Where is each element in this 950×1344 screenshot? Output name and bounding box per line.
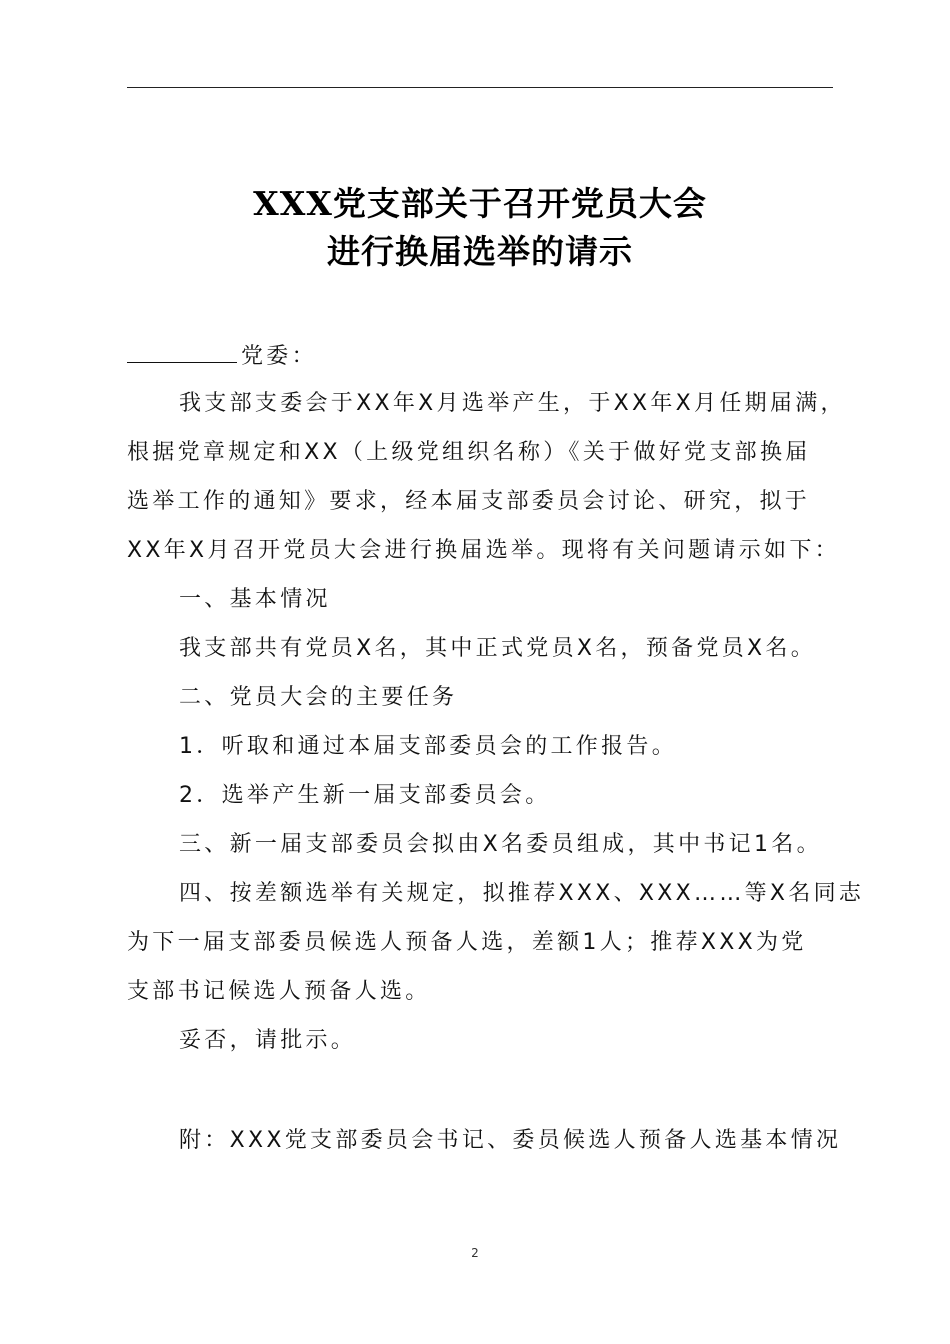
section-1-text: 我支部共有党员X名，其中正式党员X名，预备党员X名。	[179, 636, 817, 661]
document-title-line-1: XXX党支部关于召开党员大会	[253, 184, 707, 223]
paragraph-1-line-2: 根据党章规定和XX（上级党组织名称）《关于做好党支部换届	[127, 440, 811, 465]
salutation-text: 党委：	[241, 344, 317, 369]
paragraph-1-line-1: 我支部支委会于XX年X月选举产生，于XX年X月任期届满，	[179, 391, 846, 416]
paragraph-1-line-3: 选举工作的通知》要求，经本届支部委员会讨论、研究，拟于	[127, 489, 811, 514]
document-title-line-2: 进行换届选举的请示	[327, 232, 633, 271]
header-rule	[127, 87, 833, 88]
section-2-item-2: 2．选举产生新一届支部委员会。	[179, 783, 551, 808]
recipient-blank	[127, 340, 237, 363]
section-2-item-1: 1．听取和通过本届支部委员会的工作报告。	[179, 734, 677, 759]
section-2-heading: 二、党员大会的主要任务	[179, 685, 458, 710]
section-4-line-3: 支部书记候选人预备人选。	[127, 979, 431, 1004]
section-1-heading: 一、基本情况	[179, 587, 331, 612]
section-3: 三、新一届支部委员会拟由X名委员组成，其中书记1名。	[179, 832, 822, 857]
attachment-note: 附：XXX党支部委员会书记、委员候选人预备人选基本情况	[179, 1128, 842, 1153]
salutation	[127, 340, 833, 372]
paragraph-1-line-4: XX年X月召开党员大会进行换届选举。现将有关问题请示如下：	[127, 538, 840, 563]
section-4-line-1: 四、按差额选举有关规定，拟推荐XXX、XXX……等X名同志	[179, 881, 865, 906]
closing: 妥否，请批示。	[179, 1028, 357, 1053]
section-4-line-2: 为下一届支部委员候选人预备人选，差额1人；推荐XXX为党	[127, 930, 807, 955]
page-number: 2	[471, 1246, 479, 1260]
